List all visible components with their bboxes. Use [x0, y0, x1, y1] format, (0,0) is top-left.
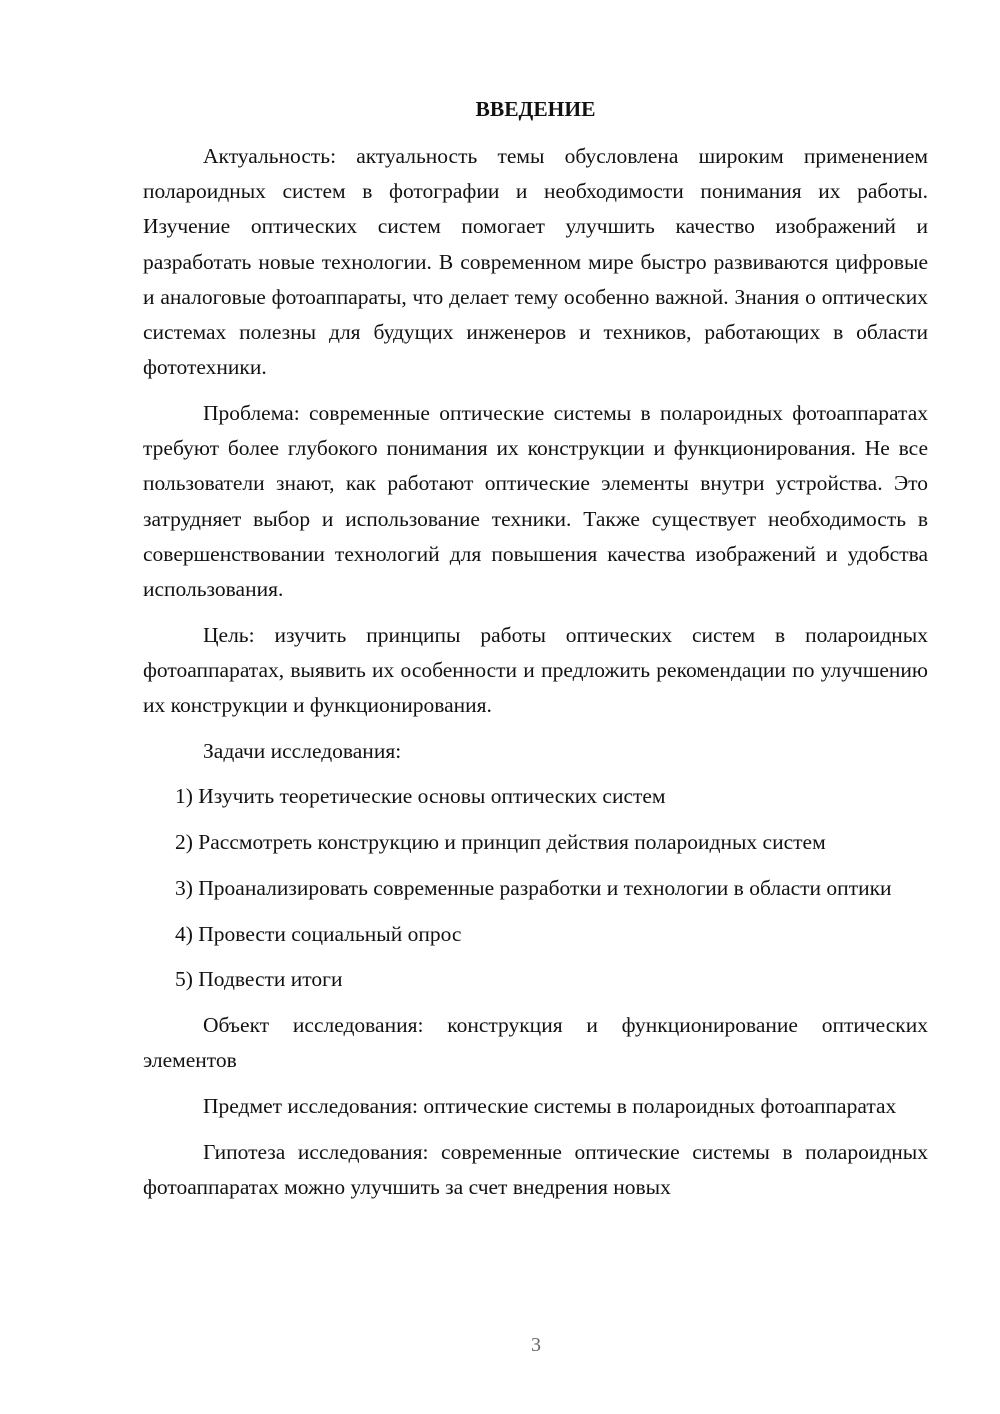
task-item-4: 4) Провести социальный опрос	[175, 921, 462, 946]
problem-paragraph: Проблема: современные оптические системы в полароидных фотоаппаратах требуют более глубокого понимания их конструкции и функционирования. Не все пользователи знают, как работают оптические элементы внутри устройства. Это затрудняет выбор и использование техники. Также существует необходимость в совершенствовании технологий для повышения качества изображений и удобства использования.	[143, 400, 928, 601]
page-title: ВВЕДЕНИЕ	[475, 97, 596, 121]
task-item-2: 2) Рассмотреть конструкцию и принцип действия полароидных систем	[175, 830, 826, 855]
relevance-paragraph: Актуальность: актуальность темы обусловлена широким применением полароидных систем в фотографии и необходимости понимания их работы. Изучение оптических систем помогает улучшить качество изображений и разработать новые технологии. В современном мире быстро развиваются цифровые и аналоговые фотоаппараты, что делает тему особенно важной. Знания о оптических системах полезны для будущих инженеров и техников, работающих в области фототехники.	[143, 144, 928, 380]
task-item-3: 3) Проанализировать современные разработки и технологии в области оптики	[175, 875, 892, 900]
hypothesis-paragraph: Гипотеза исследования: современные оптические системы в полароидных фотоаппаратах можно улучшить за счет внедрения новых	[143, 1139, 928, 1199]
document-page	[143, 95, 928, 1215]
object-paragraph: Объект исследования: конструкция и функционирование оптических элементов	[143, 1012, 928, 1073]
subject-paragraph: Предмет исследования: оптические системы в полароидных фотоаппаратах	[203, 1093, 897, 1118]
tasks-heading: Задачи исследования:	[203, 738, 402, 763]
page-number: 3	[531, 1334, 541, 1356]
task-item-1: 1) Изучить теоретические основы оптических систем	[175, 784, 666, 809]
task-item-5: 5) Подвести итоги	[175, 967, 343, 992]
goal-paragraph: Цель: изучить принципы работы оптических систем в полароидных фотоаппаратах, выявить их особенности и предложить рекомендации по улучшению их конструкции и функционирования.	[143, 622, 928, 718]
